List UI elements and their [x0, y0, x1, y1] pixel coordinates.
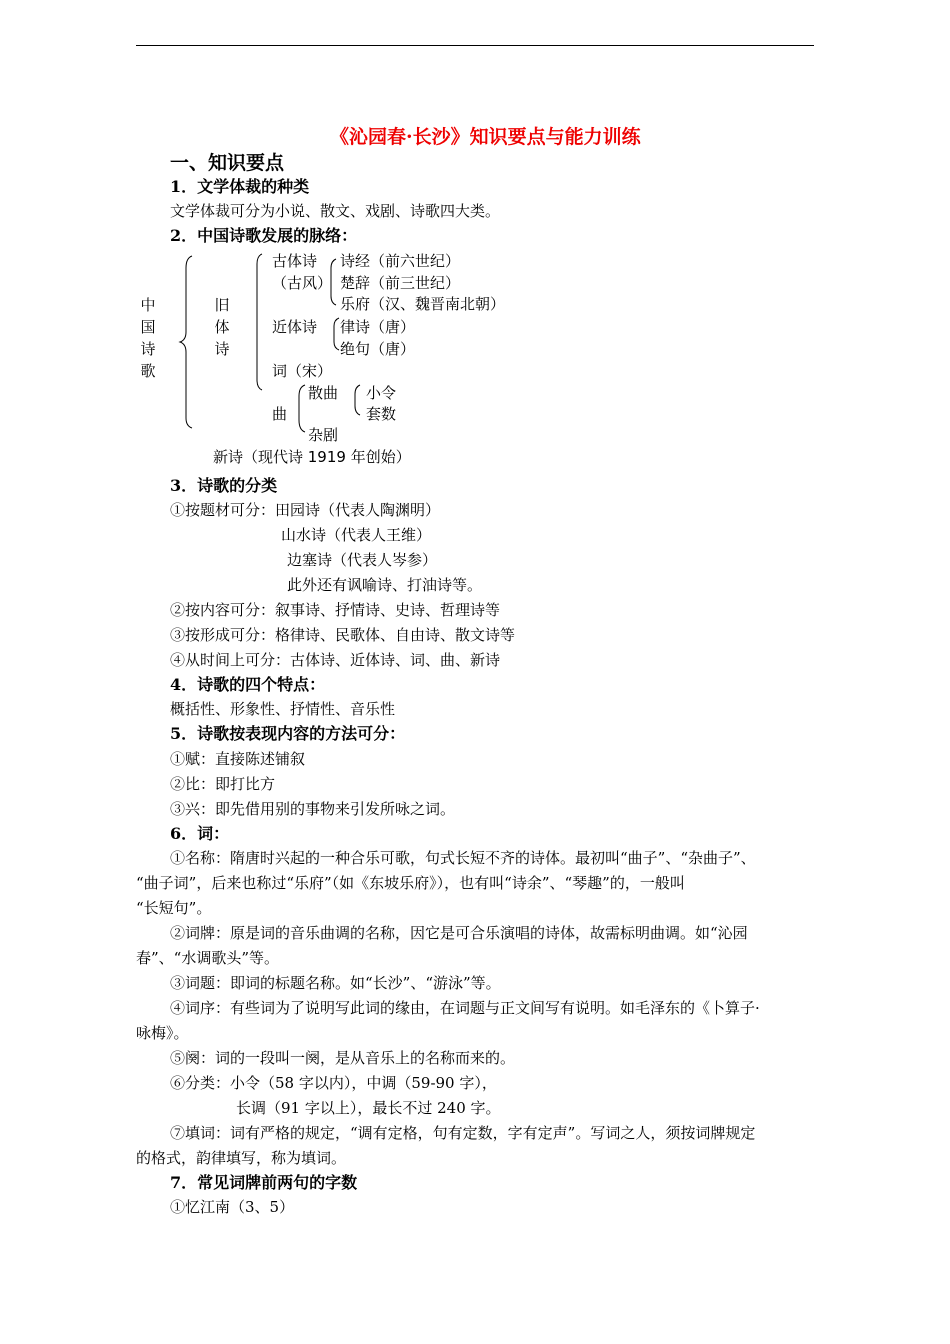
ci-name-line-3: “长短句”。 — [136, 899, 212, 917]
classification-line-2: 山水诗（代表人王维） — [281, 526, 432, 544]
heading-poetry-classification: 3．诗歌的分类 — [170, 476, 278, 495]
classification-line-5: ②按内容可分：叙事诗、抒情诗、史诗、哲理诗等 — [170, 601, 501, 619]
cipai-yijiangnan: ①忆江南（3、5） — [170, 1198, 295, 1216]
method-bi: ②比：即打比方 — [170, 775, 276, 793]
ci-name-line-1: ①名称：隋唐时兴起的一种合乐可歌，句式长短不齐的诗体。最初叫“曲子”、“杂曲子”、 — [170, 849, 756, 867]
section-heading-knowledge: 一、知识要点 — [170, 152, 285, 174]
page-title: 《沁园春·长沙》知识要点与能力训练 — [330, 126, 641, 148]
tree-yuefu: 乐府（汉、魏晋南北朝） — [340, 295, 506, 313]
tree-shijing: 诗经（前六世纪） — [340, 252, 461, 270]
tree-old-style-poetry: 旧体诗 — [214, 296, 230, 358]
tree-ci: 词（宋） — [272, 362, 333, 380]
classification-line-4: 此外还有讽喻诗、打油诗等。 — [287, 576, 483, 594]
tree-zaju: 杂剧 — [308, 426, 339, 444]
heading-common-cipai: 7．常见词牌前两句的字数 — [170, 1173, 358, 1192]
method-xing: ③兴：即先借用别的事物来引发所咏之词。 — [170, 800, 456, 818]
tree-modern-style: 近体诗 — [272, 318, 318, 336]
ci-cipai-line-1: ②词牌：原是词的音乐曲调的名称，因它是可合乐演唱的诗体，故需标明曲调。如“沁园 — [170, 924, 748, 942]
ci-cipai-line-2: 春”、“水调歌头”等。 — [136, 949, 280, 967]
header-rule — [136, 45, 814, 46]
tree-chuci: 楚辞（前三世纪） — [340, 274, 461, 292]
tree-xiaoling: 小令 — [366, 384, 397, 402]
tree-taoshu: 套数 — [366, 405, 397, 423]
genre-types-text: 文学体裁可分为小说、散文、戏剧、诗歌四大类。 — [170, 202, 501, 220]
tree-new-poetry: 新诗（现代诗 1919 年创始） — [213, 448, 411, 466]
heading-genre-types: 1．文学体裁的种类 — [170, 177, 310, 196]
classification-line-7: ④从时间上可分：古体诗、近体诗、词、曲、新诗 — [170, 651, 501, 669]
heading-expression-methods: 5．诗歌按表现内容的方法可分： — [170, 724, 406, 743]
heading-ci: 6．词： — [170, 824, 230, 843]
tree-qu: 曲 — [272, 405, 288, 423]
ci-title-line: ③词题：即词的标题名称。如“长沙”、“游泳”等。 — [170, 974, 501, 992]
ci-preface-line-2: 咏梅》。 — [136, 1024, 189, 1042]
tree-jueju: 绝句（唐） — [340, 340, 416, 358]
heading-poetry-development: 2．中国诗歌发展的脉络： — [170, 226, 358, 245]
classification-line-1: ①按题材可分：田园诗（代表人陶渊明） — [170, 501, 441, 519]
ci-category-line-1: ⑥分类：小令（58 字以内），中调（59-90 字）， — [170, 1074, 497, 1092]
classification-line-6: ③按形成可分：格律诗、民歌体、自由诗、散文诗等 — [170, 626, 516, 644]
ci-name-line-2: “曲子词”，后来也称过“乐府”（如《东坡乐府》），也有叫“诗余”、“琴趣”的，一般叫 — [136, 874, 685, 892]
tree-ancient-style: 古体诗 — [272, 252, 318, 270]
tree-gufeng: （古风） — [272, 274, 333, 292]
ci-tianci-line-2: 的格式，韵律填写，称为填词。 — [136, 1149, 347, 1167]
ci-tianci-line-1: ⑦填词：词有严格的规定，“调有定格，句有定数，字有定声”。写词之人，须按词牌规定 — [170, 1124, 756, 1142]
ci-preface-line-1: ④词序：有些词为了说明写此词的缘由，在词题与正文间写有说明。如毛泽东的《卜算子· — [170, 999, 760, 1017]
ci-que-line: ⑤阕：词的一段叫一阕，是从音乐上的名称而来的。 — [170, 1049, 516, 1067]
classification-line-3: 边塞诗（代表人岑参） — [287, 551, 438, 569]
ci-category-line-2: 长调（91 字以上），最长不过 240 字。 — [236, 1099, 501, 1117]
poetry-features-text: 概括性、形象性、抒情性、音乐性 — [170, 700, 396, 718]
heading-poetry-features: 4．诗歌的四个特点： — [170, 675, 326, 694]
tree-sanqu: 散曲 — [308, 384, 339, 402]
tree-root-chinese-poetry: 中国诗歌 — [140, 296, 156, 380]
method-fu: ①赋：直接陈述铺叙 — [170, 750, 306, 768]
tree-lvshi: 律诗（唐） — [340, 318, 416, 336]
